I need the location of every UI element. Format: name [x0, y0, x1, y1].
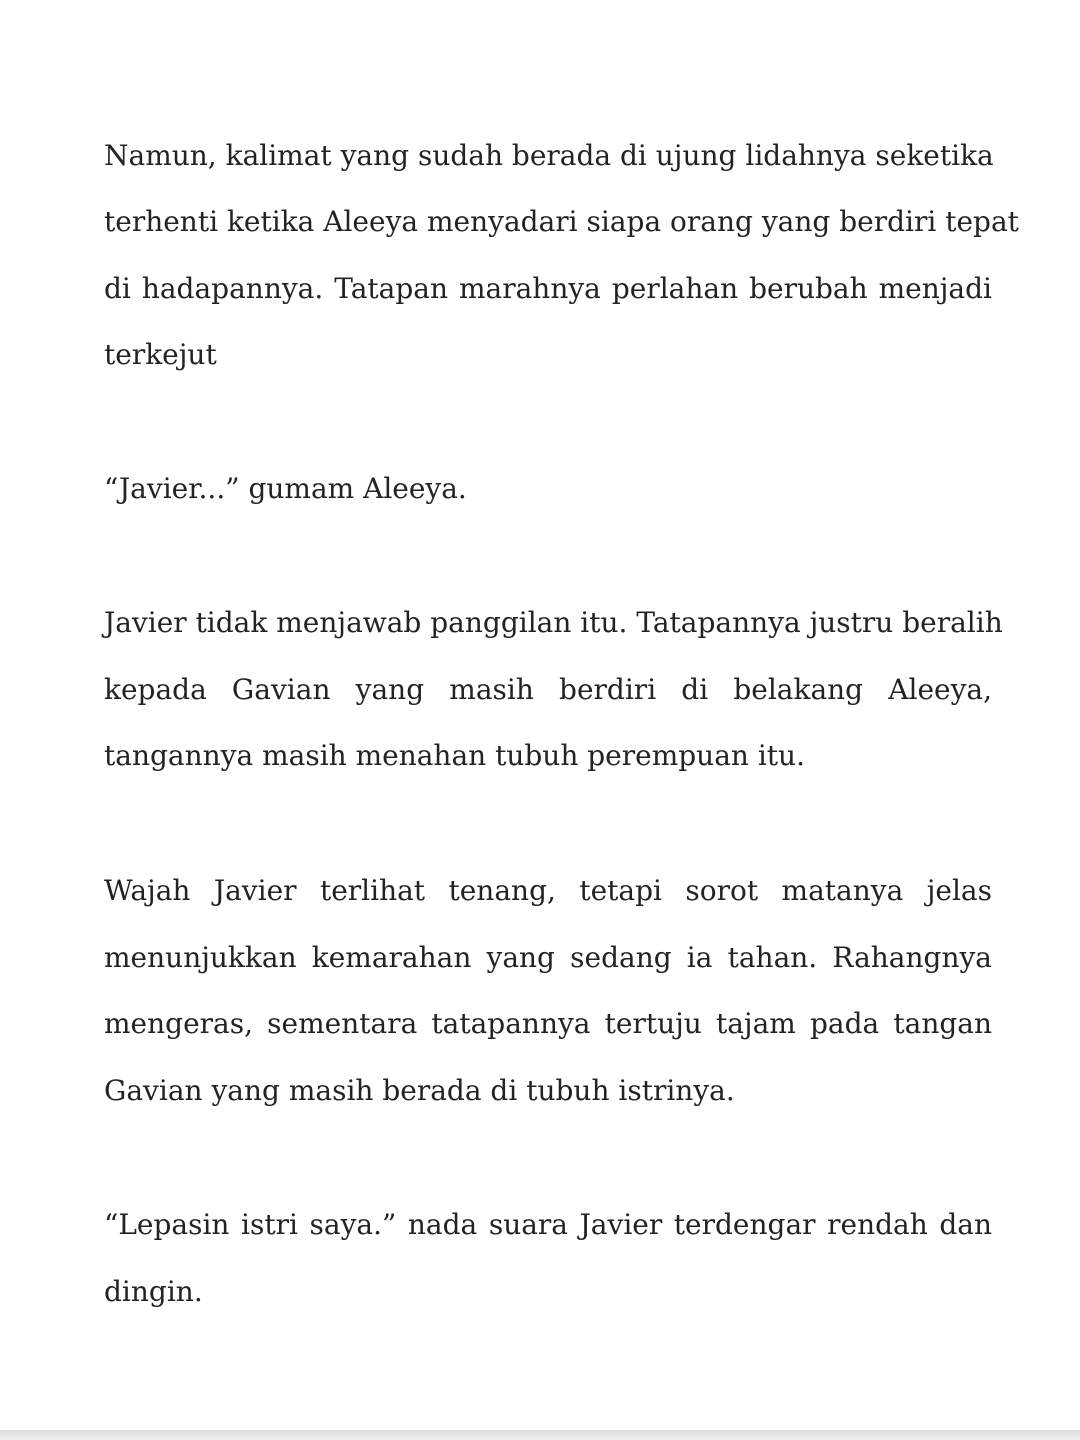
paragraph-1-line-3: di hadapannya. Tatapan marahnya perlahan berubah menjadi: [104, 272, 992, 305]
paragraph-4-line-2: menunjukkan kemarahan yang sedang ia tahan. Rahangnya: [104, 941, 992, 974]
paragraph-4-line-3: mengeras, sementara tatapannya tertuju tajam pada tangan: [104, 1007, 992, 1040]
paragraph-4-line-4: Gavian yang masih berada di tubuh istrinya.: [104, 1074, 735, 1107]
paragraph-1-line-4: terkejut: [104, 338, 217, 371]
paragraph-3-line-1: Javier tidak menjawab panggilan itu. Tatapannya justru beralih: [104, 606, 1003, 639]
paragraph-5-line-1: “Lepasin istri saya.” nada suara Javier terdengar rendah dan: [104, 1208, 992, 1241]
document-page: [104, 0, 1019, 1428]
page-bottom-edge: [0, 1430, 1080, 1440]
paragraph-5-line-2: dingin.: [104, 1275, 203, 1308]
paragraph-1-line-2: terhenti ketika Aleeya menyadari siapa orang yang berdiri tepat: [104, 205, 1019, 238]
paragraph-1-line-1: Namun, kalimat yang sudah berada di ujung lidahnya seketika: [104, 139, 994, 172]
paragraph-4-line-1: Wajah Javier terlihat tenang, tetapi sorot matanya jelas: [104, 874, 992, 907]
paragraph-3-line-3: tangannya masih menahan tubuh perempuan itu.: [104, 739, 805, 772]
paragraph-2-line-1: “Javier...” gumam Aleeya.: [104, 472, 467, 505]
paragraph-3-line-2: kepada Gavian yang masih berdiri di belakang Aleeya,: [104, 673, 992, 706]
